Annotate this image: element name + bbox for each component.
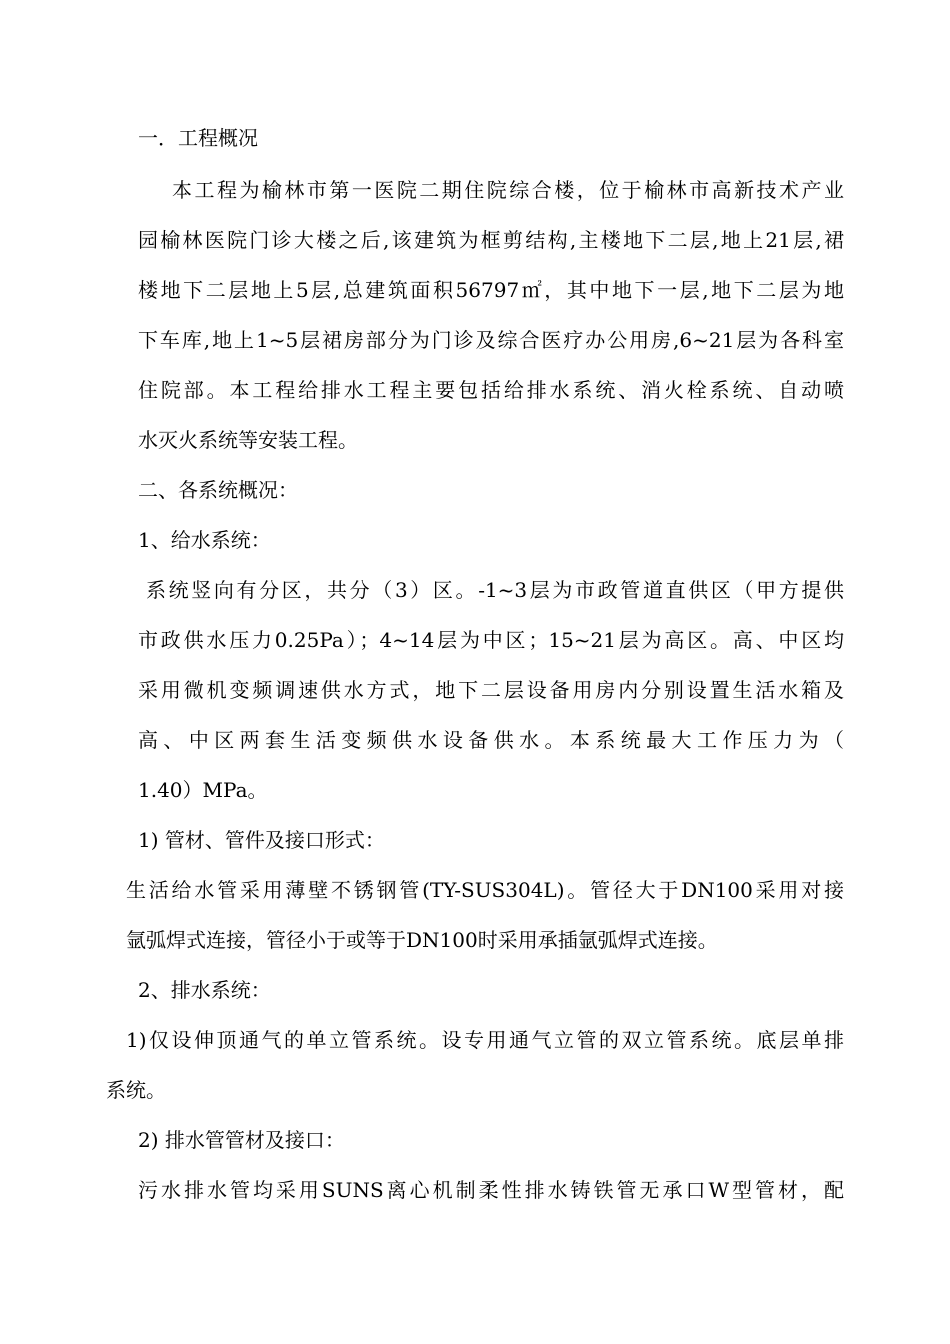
paragraph-line: 楼地下二层地上5层,总建筑面积56797㎡，其中地下一层,地下二层为地	[138, 278, 844, 302]
heading-systems-overview: 二、各系统概况：	[138, 478, 298, 502]
paragraph-line: 污水排水管均采用SUNS离心机制柔性排水铸铁管无承口W型管材，配	[138, 1178, 844, 1202]
paragraph-line: 下车库,地上1~5层裙房部分为门诊及综合医疗办公用房,6~21层为各科室	[138, 328, 844, 352]
paragraph-line: 系统。	[106, 1078, 166, 1102]
paragraph-line: 1)仅设伸顶通气的单立管系统。设专用通气立管的双立管系统。底层单排	[126, 1028, 844, 1052]
paragraph-line: 1.40）MPa。	[138, 778, 268, 802]
heading-project-overview: 一．工程概况	[138, 126, 258, 150]
paragraph-line: 市政供水压力0.25Pa）；4~14层为中区；15~21层为高区。高、中区均	[138, 628, 844, 652]
paragraph-line: 高、中区两套生活变频供水设备供水。本系统最大工作压力为（	[138, 728, 844, 752]
heading-drainage-system: 2、排水系统：	[138, 978, 271, 1002]
paragraph-line: 采用微机变频调速供水方式，地下二层设备用房内分别设置生活水箱及	[138, 678, 844, 702]
paragraph-line: 住院部。本工程给排水工程主要包括给排水系统、消火栓系统、自动喷	[138, 378, 844, 402]
paragraph-line: 水灭火系统等安装工程。	[138, 428, 358, 452]
subheading-pipe-materials: 1) 管材、管件及接口形式：	[138, 828, 385, 852]
paragraph-line: 系统竖向有分区，共分（3）区。-1~3层为市政管道直供区（甲方提供	[146, 578, 844, 602]
subheading-drain-pipe-materials: 2) 排水管管材及接口：	[138, 1128, 345, 1152]
paragraph-line: 园榆林医院门诊大楼之后,该建筑为框剪结构,主楼地下二层,地上21层,裙	[138, 228, 844, 252]
paragraph-line: 本工程为榆林市第一医院二期住院综合楼，位于榆林市高新技术产业	[172, 178, 844, 202]
heading-water-supply-system: 1、给水系统：	[138, 528, 271, 552]
paragraph-line: 生活给水管采用薄壁不锈钢管(TY-SUS304L)。管径大于DN100采用对接	[126, 878, 844, 902]
paragraph-line: 氩弧焊式连接，管径小于或等于DN100时采用承插氩弧焊式连接。	[126, 928, 718, 952]
